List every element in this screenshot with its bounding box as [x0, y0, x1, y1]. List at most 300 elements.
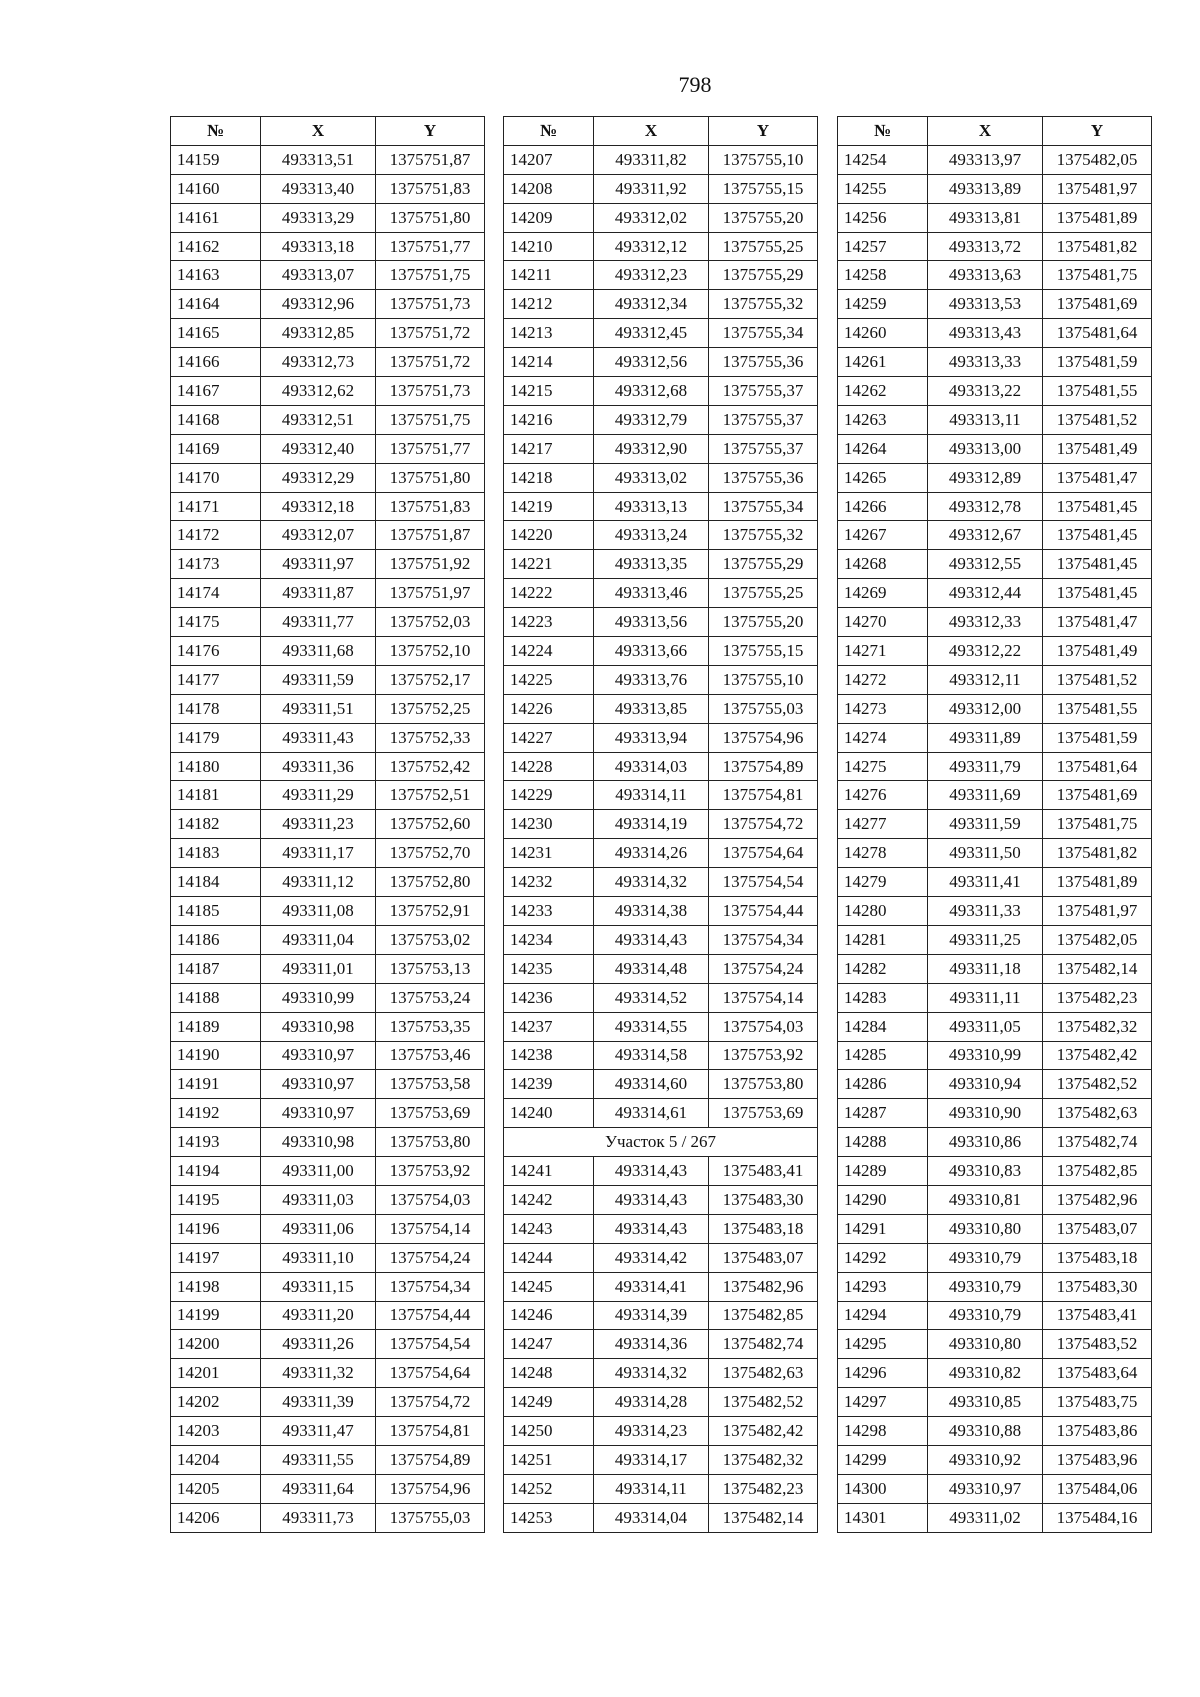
table-row — [171, 868, 485, 897]
y-coordinate-cell: 1375753,58 — [376, 1070, 485, 1099]
x-coordinate-cell: 493310,88 — [928, 1417, 1043, 1446]
x-coordinate-cell: 493313,97 — [928, 145, 1043, 174]
table-row — [838, 1185, 1152, 1214]
table-row — [838, 1272, 1152, 1301]
table-row — [171, 145, 485, 174]
point-number-cell: 14233 — [504, 897, 594, 926]
table-row — [171, 1185, 485, 1214]
point-number-cell: 14243 — [504, 1214, 594, 1243]
y-coordinate-cell: 1375481,49 — [1043, 637, 1152, 666]
table-row — [504, 203, 818, 232]
table-row — [504, 1445, 818, 1474]
y-coordinate-cell: 1375484,06 — [1043, 1474, 1152, 1503]
x-coordinate-cell: 493311,97 — [261, 550, 376, 579]
point-number-cell: 14159 — [171, 145, 261, 174]
point-number-cell: 14249 — [504, 1388, 594, 1417]
y-coordinate-cell: 1375752,60 — [376, 810, 485, 839]
table-row — [838, 319, 1152, 348]
table-row — [171, 1041, 485, 1070]
table-row — [838, 550, 1152, 579]
x-coordinate-cell: 493310,90 — [928, 1099, 1043, 1128]
y-coordinate-cell: 1375481,52 — [1043, 405, 1152, 434]
y-coordinate-cell: 1375483,64 — [1043, 1359, 1152, 1388]
point-number-cell: 14292 — [838, 1243, 928, 1272]
x-coordinate-cell: 493314,43 — [594, 1214, 709, 1243]
header-y: Y — [709, 117, 818, 146]
table-row — [504, 1070, 818, 1099]
table-row — [838, 1417, 1152, 1446]
y-coordinate-cell: 1375754,34 — [709, 925, 818, 954]
table-row — [838, 174, 1152, 203]
y-coordinate-cell: 1375754,14 — [709, 983, 818, 1012]
table-header-row — [171, 117, 485, 146]
point-number-cell: 14281 — [838, 925, 928, 954]
x-coordinate-cell: 493314,32 — [594, 868, 709, 897]
y-coordinate-cell: 1375751,80 — [376, 463, 485, 492]
y-coordinate-cell: 1375482,96 — [1043, 1185, 1152, 1214]
x-coordinate-cell: 493311,47 — [261, 1417, 376, 1446]
point-number-cell: 14242 — [504, 1185, 594, 1214]
table-row — [838, 637, 1152, 666]
y-coordinate-cell: 1375481,82 — [1043, 839, 1152, 868]
point-number-cell: 14301 — [838, 1503, 928, 1532]
y-coordinate-cell: 1375753,92 — [376, 1157, 485, 1186]
table-row — [504, 868, 818, 897]
table-row — [504, 550, 818, 579]
point-number-cell: 14272 — [838, 665, 928, 694]
point-number-cell: 14299 — [838, 1445, 928, 1474]
y-coordinate-cell: 1375752,10 — [376, 637, 485, 666]
y-coordinate-cell: 1375482,42 — [709, 1417, 818, 1446]
point-number-cell: 14165 — [171, 319, 261, 348]
table-row — [838, 810, 1152, 839]
x-coordinate-cell: 493312,02 — [594, 203, 709, 232]
header-number: № — [838, 117, 928, 146]
table-row — [504, 377, 818, 406]
point-number-cell: 14290 — [838, 1185, 928, 1214]
x-coordinate-cell: 493313,40 — [261, 174, 376, 203]
point-number-cell: 14184 — [171, 868, 261, 897]
point-number-cell: 14222 — [504, 579, 594, 608]
x-coordinate-cell: 493311,23 — [261, 810, 376, 839]
point-number-cell: 14198 — [171, 1272, 261, 1301]
table-row — [504, 579, 818, 608]
header-x: X — [261, 117, 376, 146]
x-coordinate-cell: 493312,29 — [261, 463, 376, 492]
point-number-cell: 14200 — [171, 1330, 261, 1359]
y-coordinate-cell: 1375753,24 — [376, 983, 485, 1012]
x-coordinate-cell: 493314,43 — [594, 1157, 709, 1186]
y-coordinate-cell: 1375751,83 — [376, 174, 485, 203]
x-coordinate-cell: 493312,18 — [261, 492, 376, 521]
y-coordinate-cell: 1375755,29 — [709, 261, 818, 290]
x-coordinate-cell: 493310,97 — [261, 1099, 376, 1128]
x-coordinate-cell: 493313,81 — [928, 203, 1043, 232]
x-coordinate-cell: 493311,92 — [594, 174, 709, 203]
point-number-cell: 14190 — [171, 1041, 261, 1070]
y-coordinate-cell: 1375754,64 — [376, 1359, 485, 1388]
y-coordinate-cell: 1375753,92 — [709, 1041, 818, 1070]
y-coordinate-cell: 1375754,89 — [376, 1445, 485, 1474]
y-coordinate-cell: 1375752,25 — [376, 694, 485, 723]
y-coordinate-cell: 1375481,49 — [1043, 434, 1152, 463]
y-coordinate-cell: 1375755,03 — [709, 694, 818, 723]
x-coordinate-cell: 493310,97 — [928, 1474, 1043, 1503]
point-number-cell: 14220 — [504, 521, 594, 550]
point-number-cell: 14228 — [504, 752, 594, 781]
x-coordinate-cell: 493310,80 — [928, 1214, 1043, 1243]
y-coordinate-cell: 1375483,96 — [1043, 1445, 1152, 1474]
point-number-cell: 14238 — [504, 1041, 594, 1070]
y-coordinate-cell: 1375482,85 — [1043, 1157, 1152, 1186]
table-row — [171, 1388, 485, 1417]
table-row — [171, 290, 485, 319]
y-coordinate-cell: 1375481,55 — [1043, 377, 1152, 406]
y-coordinate-cell: 1375755,32 — [709, 290, 818, 319]
y-coordinate-cell: 1375754,34 — [376, 1272, 485, 1301]
x-coordinate-cell: 493310,98 — [261, 1012, 376, 1041]
x-coordinate-cell: 493314,60 — [594, 1070, 709, 1099]
table-row — [504, 232, 818, 261]
y-coordinate-cell: 1375751,72 — [376, 319, 485, 348]
point-number-cell: 14244 — [504, 1243, 594, 1272]
x-coordinate-cell: 493311,11 — [928, 983, 1043, 1012]
y-coordinate-cell: 1375751,92 — [376, 550, 485, 579]
point-number-cell: 14252 — [504, 1474, 594, 1503]
x-coordinate-cell: 493313,18 — [261, 232, 376, 261]
x-coordinate-cell: 493313,43 — [928, 319, 1043, 348]
point-number-cell: 14201 — [171, 1359, 261, 1388]
header-number: № — [504, 117, 594, 146]
point-number-cell: 14176 — [171, 637, 261, 666]
header-x: X — [928, 117, 1043, 146]
y-coordinate-cell: 1375753,69 — [709, 1099, 818, 1128]
point-number-cell: 14179 — [171, 723, 261, 752]
table-row — [838, 839, 1152, 868]
point-number-cell: 14291 — [838, 1214, 928, 1243]
table-row — [838, 145, 1152, 174]
x-coordinate-cell: 493312,40 — [261, 434, 376, 463]
table-row — [504, 752, 818, 781]
table-row — [171, 1272, 485, 1301]
y-coordinate-cell: 1375754,96 — [376, 1474, 485, 1503]
table-row — [838, 1157, 1152, 1186]
x-coordinate-cell: 493310,94 — [928, 1070, 1043, 1099]
point-number-cell: 14173 — [171, 550, 261, 579]
point-number-cell: 14295 — [838, 1330, 928, 1359]
x-coordinate-cell: 493312,44 — [928, 579, 1043, 608]
table-row — [838, 723, 1152, 752]
x-coordinate-cell: 493314,55 — [594, 1012, 709, 1041]
y-coordinate-cell: 1375755,03 — [376, 1503, 485, 1532]
x-coordinate-cell: 493311,20 — [261, 1301, 376, 1330]
x-coordinate-cell: 493313,63 — [928, 261, 1043, 290]
x-coordinate-cell: 493311,10 — [261, 1243, 376, 1272]
point-number-cell: 14163 — [171, 261, 261, 290]
y-coordinate-cell: 1375753,69 — [376, 1099, 485, 1128]
y-coordinate-cell: 1375482,05 — [1043, 145, 1152, 174]
y-coordinate-cell: 1375755,36 — [709, 348, 818, 377]
x-coordinate-cell: 493311,64 — [261, 1474, 376, 1503]
point-number-cell: 14245 — [504, 1272, 594, 1301]
point-number-cell: 14277 — [838, 810, 928, 839]
y-coordinate-cell: 1375753,46 — [376, 1041, 485, 1070]
x-coordinate-cell: 493312,12 — [594, 232, 709, 261]
y-coordinate-cell: 1375752,70 — [376, 839, 485, 868]
y-coordinate-cell: 1375754,64 — [709, 839, 818, 868]
table-row — [171, 232, 485, 261]
point-number-cell: 14204 — [171, 1445, 261, 1474]
point-number-cell: 14256 — [838, 203, 928, 232]
table-row — [171, 319, 485, 348]
table-row — [171, 579, 485, 608]
point-number-cell: 14217 — [504, 434, 594, 463]
x-coordinate-cell: 493311,55 — [261, 1445, 376, 1474]
x-coordinate-cell: 493310,86 — [928, 1128, 1043, 1157]
page-number: 798 — [678, 72, 712, 97]
y-coordinate-cell: 1375755,32 — [709, 521, 818, 550]
x-coordinate-cell: 493312,45 — [594, 319, 709, 348]
x-coordinate-cell: 493313,56 — [594, 608, 709, 637]
point-number-cell: 14231 — [504, 839, 594, 868]
x-coordinate-cell: 493314,17 — [594, 1445, 709, 1474]
point-number-cell: 14240 — [504, 1099, 594, 1128]
point-number-cell: 14174 — [171, 579, 261, 608]
table-row — [504, 492, 818, 521]
y-coordinate-cell: 1375753,13 — [376, 954, 485, 983]
y-coordinate-cell: 1375481,45 — [1043, 492, 1152, 521]
y-coordinate-cell: 1375755,15 — [709, 174, 818, 203]
x-coordinate-cell: 493312,56 — [594, 348, 709, 377]
point-number-cell: 14187 — [171, 954, 261, 983]
table-row — [171, 1359, 485, 1388]
section-row — [504, 1128, 818, 1157]
x-coordinate-cell: 493311,17 — [261, 839, 376, 868]
table-row — [838, 203, 1152, 232]
x-coordinate-cell: 493313,24 — [594, 521, 709, 550]
x-coordinate-cell: 493311,51 — [261, 694, 376, 723]
point-number-cell: 14212 — [504, 290, 594, 319]
table-row — [171, 694, 485, 723]
x-coordinate-cell: 493313,51 — [261, 145, 376, 174]
table-row — [504, 1214, 818, 1243]
x-coordinate-cell: 493314,48 — [594, 954, 709, 983]
y-coordinate-cell: 1375481,45 — [1043, 550, 1152, 579]
point-number-cell: 14219 — [504, 492, 594, 521]
point-number-cell: 14270 — [838, 608, 928, 637]
point-number-cell: 14286 — [838, 1070, 928, 1099]
table-header-row — [838, 117, 1152, 146]
table-row — [838, 405, 1152, 434]
x-coordinate-cell: 493311,06 — [261, 1214, 376, 1243]
point-number-cell: 14230 — [504, 810, 594, 839]
table-row — [171, 665, 485, 694]
point-number-cell: 14182 — [171, 810, 261, 839]
x-coordinate-cell: 493313,22 — [928, 377, 1043, 406]
header-number: № — [171, 117, 261, 146]
x-coordinate-cell: 493312,62 — [261, 377, 376, 406]
point-number-cell: 14268 — [838, 550, 928, 579]
x-coordinate-cell: 493310,83 — [928, 1157, 1043, 1186]
x-coordinate-cell: 493312,00 — [928, 694, 1043, 723]
table-row — [838, 781, 1152, 810]
x-coordinate-cell: 493311,02 — [928, 1503, 1043, 1532]
table-row — [171, 261, 485, 290]
y-coordinate-cell: 1375755,20 — [709, 203, 818, 232]
table-row — [504, 1243, 818, 1272]
x-coordinate-cell: 493313,13 — [594, 492, 709, 521]
table-row — [838, 1503, 1152, 1532]
y-coordinate-cell: 1375751,75 — [376, 261, 485, 290]
x-coordinate-cell: 493310,97 — [261, 1070, 376, 1099]
point-number-cell: 14263 — [838, 405, 928, 434]
x-coordinate-cell: 493311,87 — [261, 579, 376, 608]
x-coordinate-cell: 493312,85 — [261, 319, 376, 348]
y-coordinate-cell: 1375483,18 — [1043, 1243, 1152, 1272]
table-row — [838, 665, 1152, 694]
y-coordinate-cell: 1375482,52 — [709, 1388, 818, 1417]
point-number-cell: 14175 — [171, 608, 261, 637]
point-number-cell: 14273 — [838, 694, 928, 723]
table-row — [504, 348, 818, 377]
y-coordinate-cell: 1375483,41 — [1043, 1301, 1152, 1330]
x-coordinate-cell: 493312,68 — [594, 377, 709, 406]
point-number-cell: 14216 — [504, 405, 594, 434]
y-coordinate-cell: 1375481,75 — [1043, 261, 1152, 290]
point-number-cell: 14241 — [504, 1157, 594, 1186]
point-number-cell: 14288 — [838, 1128, 928, 1157]
y-coordinate-cell: 1375481,45 — [1043, 579, 1152, 608]
x-coordinate-cell: 493311,77 — [261, 608, 376, 637]
point-number-cell: 14197 — [171, 1243, 261, 1272]
y-coordinate-cell: 1375752,91 — [376, 897, 485, 926]
x-coordinate-cell: 493314,11 — [594, 1474, 709, 1503]
point-number-cell: 14285 — [838, 1041, 928, 1070]
x-coordinate-cell: 493313,94 — [594, 723, 709, 752]
y-coordinate-cell: 1375483,07 — [1043, 1214, 1152, 1243]
y-coordinate-cell: 1375753,02 — [376, 925, 485, 954]
point-number-cell: 14164 — [171, 290, 261, 319]
table-row — [504, 1157, 818, 1186]
y-coordinate-cell: 1375755,20 — [709, 608, 818, 637]
y-coordinate-cell: 1375483,30 — [1043, 1272, 1152, 1301]
point-number-cell: 14248 — [504, 1359, 594, 1388]
table-row — [838, 377, 1152, 406]
table-row — [504, 723, 818, 752]
x-coordinate-cell: 493313,72 — [928, 232, 1043, 261]
table-row — [504, 1503, 818, 1532]
table-row — [838, 348, 1152, 377]
point-number-cell: 14169 — [171, 434, 261, 463]
table-row — [171, 1301, 485, 1330]
y-coordinate-cell: 1375752,42 — [376, 752, 485, 781]
table-row — [504, 434, 818, 463]
table-row — [504, 1272, 818, 1301]
y-coordinate-cell: 1375751,73 — [376, 377, 485, 406]
point-number-cell: 14262 — [838, 377, 928, 406]
table-row — [171, 405, 485, 434]
x-coordinate-cell: 493310,99 — [261, 983, 376, 1012]
table-row — [171, 1474, 485, 1503]
x-coordinate-cell: 493311,69 — [928, 781, 1043, 810]
y-coordinate-cell: 1375751,73 — [376, 290, 485, 319]
point-number-cell: 14202 — [171, 1388, 261, 1417]
point-number-cell: 14181 — [171, 781, 261, 810]
table-row — [171, 492, 485, 521]
x-coordinate-cell: 493311,32 — [261, 1359, 376, 1388]
table-row — [504, 1388, 818, 1417]
table-row — [838, 868, 1152, 897]
table-row — [171, 1012, 485, 1041]
point-number-cell: 14264 — [838, 434, 928, 463]
x-coordinate-cell: 493310,80 — [928, 1330, 1043, 1359]
y-coordinate-cell: 1375755,34 — [709, 319, 818, 348]
table-row — [504, 145, 818, 174]
x-coordinate-cell: 493314,26 — [594, 839, 709, 868]
point-number-cell: 14293 — [838, 1272, 928, 1301]
table-row — [504, 1359, 818, 1388]
x-coordinate-cell: 493314,61 — [594, 1099, 709, 1128]
y-coordinate-cell: 1375751,87 — [376, 145, 485, 174]
x-coordinate-cell: 493311,18 — [928, 954, 1043, 983]
table-row — [838, 1243, 1152, 1272]
y-coordinate-cell: 1375754,14 — [376, 1214, 485, 1243]
table-row — [504, 897, 818, 926]
y-coordinate-cell: 1375481,59 — [1043, 348, 1152, 377]
x-coordinate-cell: 493314,36 — [594, 1330, 709, 1359]
y-coordinate-cell: 1375483,07 — [709, 1243, 818, 1272]
section-label: Участок 5 / 267 — [504, 1128, 818, 1157]
y-coordinate-cell: 1375483,30 — [709, 1185, 818, 1214]
table-row — [504, 608, 818, 637]
point-number-cell: 14224 — [504, 637, 594, 666]
point-number-cell: 14166 — [171, 348, 261, 377]
point-number-cell: 14189 — [171, 1012, 261, 1041]
y-coordinate-cell: 1375482,42 — [1043, 1041, 1152, 1070]
x-coordinate-cell: 493313,66 — [594, 637, 709, 666]
y-coordinate-cell: 1375751,87 — [376, 521, 485, 550]
x-coordinate-cell: 493312,34 — [594, 290, 709, 319]
table-row — [504, 463, 818, 492]
x-coordinate-cell: 493314,43 — [594, 925, 709, 954]
y-coordinate-cell: 1375754,89 — [709, 752, 818, 781]
y-coordinate-cell: 1375483,52 — [1043, 1330, 1152, 1359]
point-number-cell: 14298 — [838, 1417, 928, 1446]
table-row — [171, 1214, 485, 1243]
y-coordinate-cell: 1375482,23 — [709, 1474, 818, 1503]
x-coordinate-cell: 493310,98 — [261, 1128, 376, 1157]
point-number-cell: 14223 — [504, 608, 594, 637]
point-number-cell: 14207 — [504, 145, 594, 174]
point-number-cell: 14227 — [504, 723, 594, 752]
y-coordinate-cell: 1375755,34 — [709, 492, 818, 521]
y-coordinate-cell: 1375752,51 — [376, 781, 485, 810]
x-coordinate-cell: 493313,85 — [594, 694, 709, 723]
table-row — [838, 1214, 1152, 1243]
point-number-cell: 14214 — [504, 348, 594, 377]
point-number-cell: 14267 — [838, 521, 928, 550]
y-coordinate-cell: 1375754,81 — [376, 1417, 485, 1446]
x-coordinate-cell: 493313,35 — [594, 550, 709, 579]
point-number-cell: 14269 — [838, 579, 928, 608]
x-coordinate-cell: 493311,73 — [261, 1503, 376, 1532]
table-row — [504, 319, 818, 348]
x-coordinate-cell: 493314,32 — [594, 1359, 709, 1388]
point-number-cell: 14287 — [838, 1099, 928, 1128]
table-row — [838, 261, 1152, 290]
x-coordinate-cell: 493314,19 — [594, 810, 709, 839]
point-number-cell: 14213 — [504, 319, 594, 348]
